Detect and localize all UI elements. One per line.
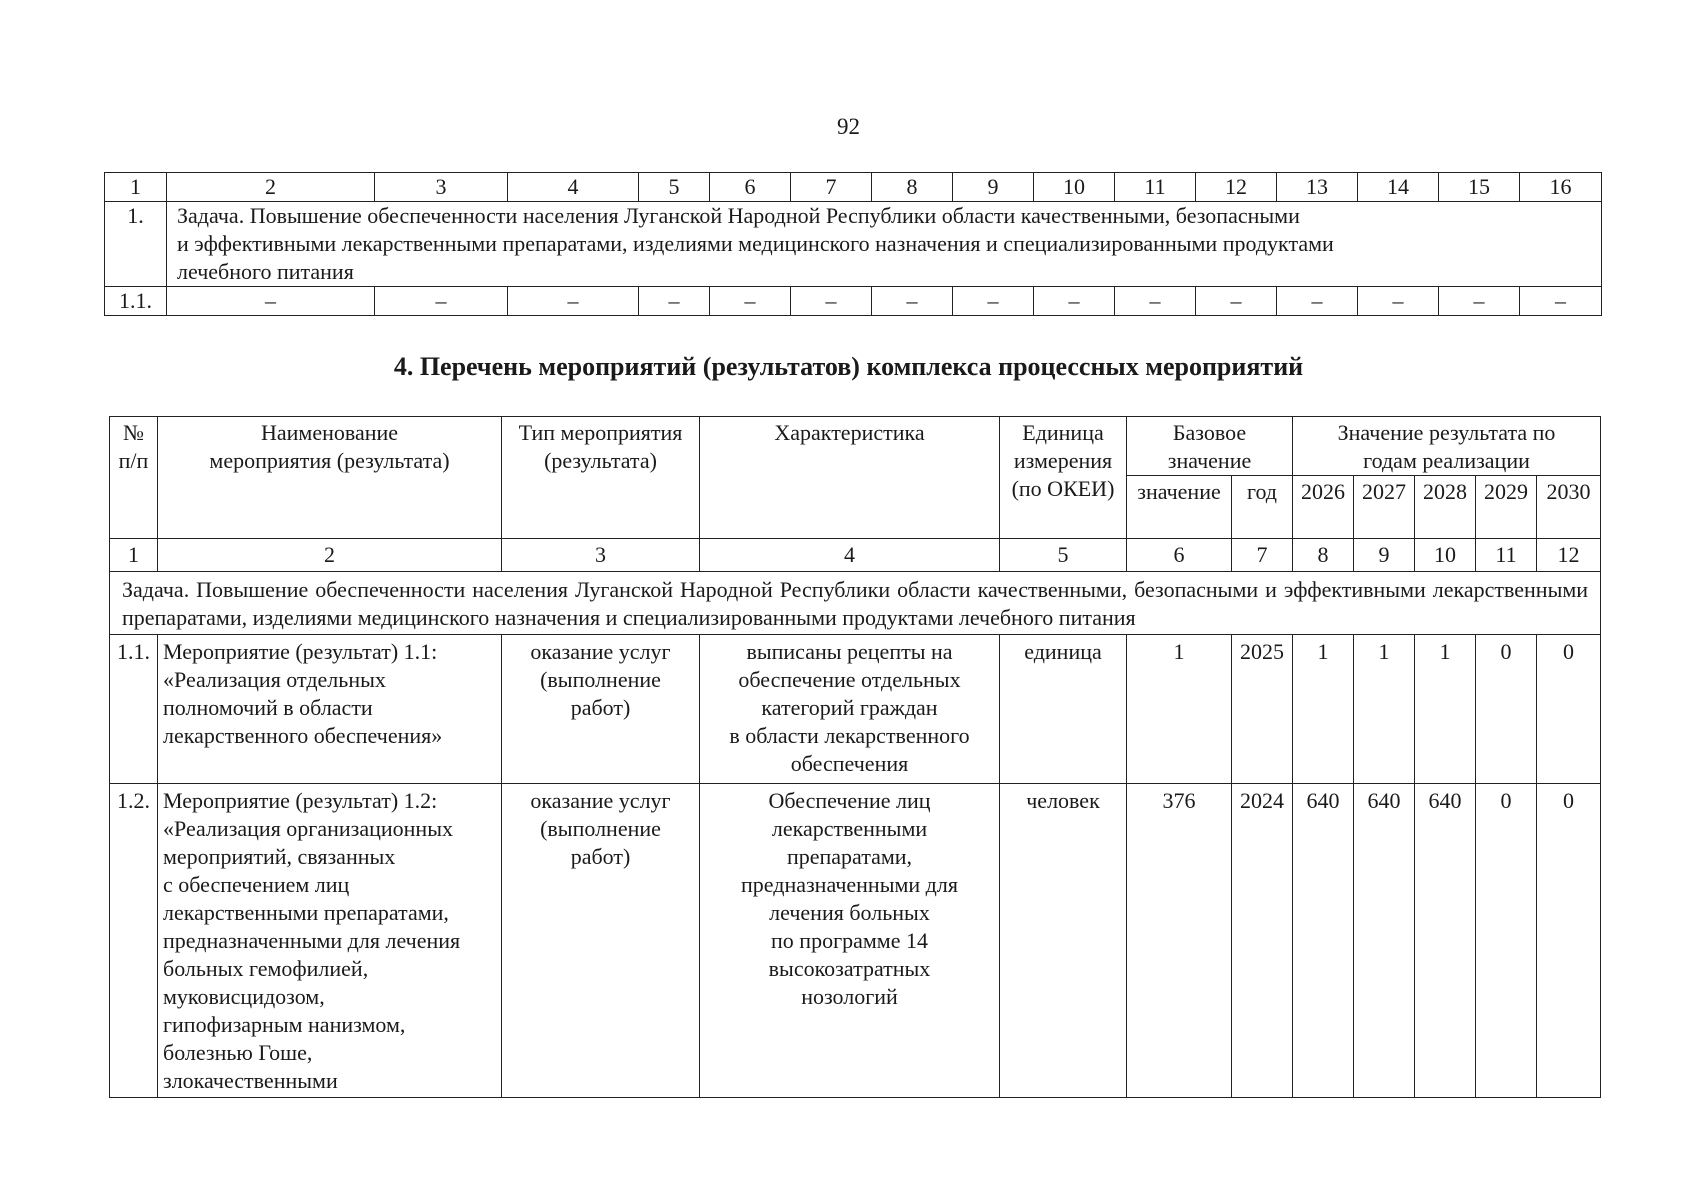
base-year: 2024 xyxy=(1232,784,1293,1098)
col-num-cell: 10 xyxy=(1415,539,1476,572)
col-num-cell: 14 xyxy=(1358,173,1439,202)
dash-cell: – xyxy=(1439,287,1520,316)
col-num-cell: 4 xyxy=(700,539,1000,572)
row-number: 1.2. xyxy=(110,784,158,1098)
task-number: 1. xyxy=(105,202,167,287)
year-value: 1 xyxy=(1293,635,1354,784)
col-num-cell: 2 xyxy=(167,173,375,202)
task-text: Задача. Повышение обеспеченности населения Луганской Народной Республики области качественными, безопасными и эффективными лекарственными препаратами, изделиями медицинского назначения и специализированными продуктами лечебного питания xyxy=(167,202,1602,287)
table-row xyxy=(110,784,1601,1098)
activity-name: Мероприятие (результат) 1.2: «Реализация организационных мероприятий, связанных с обеспечением лиц лекарственными препаратами, предназначенными для лечения больных гемофилией, муковисцидозом, гипофизарным нанизмом, болезнью Гоше, злокачественными xyxy=(158,784,502,1098)
col-num-cell: 7 xyxy=(791,173,872,202)
activity-name: Мероприятие (результат) 1.1: «Реализация отдельных полномочий в области лекарственного обеспечения» xyxy=(158,635,502,784)
header-year: 2028 xyxy=(1415,476,1476,539)
dash-cell: – xyxy=(167,287,375,316)
header-year: 2026 xyxy=(1293,476,1354,539)
activity-type: оказание услуг (выполнение работ) xyxy=(502,784,700,1098)
page-number: 92 xyxy=(837,114,860,139)
header-base-value: значение xyxy=(1127,476,1232,539)
col-num-cell: 8 xyxy=(1293,539,1354,572)
year-value: 640 xyxy=(1415,784,1476,1098)
task-row xyxy=(110,572,1601,635)
col-num-cell: 9 xyxy=(953,173,1034,202)
header-result: Значение результата по годам реализации xyxy=(1293,417,1601,476)
col-num-cell: 12 xyxy=(1537,539,1601,572)
col-num-cell: 5 xyxy=(1000,539,1127,572)
year-value: 640 xyxy=(1293,784,1354,1098)
col-num-cell: 10 xyxy=(1034,173,1115,202)
col-num-cell: 13 xyxy=(1277,173,1358,202)
col-num-cell: 2 xyxy=(158,539,502,572)
dash-cell: – xyxy=(1358,287,1439,316)
year-value: 0 xyxy=(1476,635,1537,784)
base-value: 1 xyxy=(1127,635,1232,784)
activity-unit: единица xyxy=(1000,635,1127,784)
header-characteristic: Характеристика xyxy=(700,417,1000,539)
header-base-year: год xyxy=(1232,476,1293,539)
col-num-cell: 4 xyxy=(508,173,639,202)
table-row xyxy=(110,635,1601,784)
dash-row xyxy=(105,287,1602,316)
col-num-cell: 6 xyxy=(710,173,791,202)
continuation-table xyxy=(104,172,1602,316)
dash-cell: – xyxy=(508,287,639,316)
year-value: 0 xyxy=(1537,784,1601,1098)
dash-cell: – xyxy=(639,287,710,316)
row-number: 1.1. xyxy=(110,635,158,784)
header-num: № п/п xyxy=(110,417,158,539)
activity-characteristic: Обеспечение лиц лекарственными препаратами, предназначенными для лечения больных по программе 14 высокозатратных нозологий xyxy=(700,784,1000,1098)
header-year: 2029 xyxy=(1476,476,1537,539)
col-num-cell: 5 xyxy=(639,173,710,202)
col-num-cell: 9 xyxy=(1354,539,1415,572)
task-text: Задача. Повышение обеспеченности населения Луганской Народной Республики области качественными, безопасными и эффективными лекарственными препаратами, изделиями медицинского назначения и специализированными продуктами лечебного питания xyxy=(110,572,1601,635)
col-num-cell: 1 xyxy=(110,539,158,572)
col-num-cell: 3 xyxy=(375,173,508,202)
dash-cell: – xyxy=(1277,287,1358,316)
header-base: Базовое значение xyxy=(1127,417,1293,476)
base-value: 376 xyxy=(1127,784,1232,1098)
header-name: Наименование мероприятия (результата) xyxy=(158,417,502,539)
dash-cell: – xyxy=(791,287,872,316)
dash-cell: – xyxy=(1115,287,1196,316)
dash-cell: – xyxy=(953,287,1034,316)
header-type: Тип мероприятия (результата) xyxy=(502,417,700,539)
dash-cell: – xyxy=(375,287,508,316)
column-number-row xyxy=(110,539,1601,572)
col-num-cell: 1 xyxy=(105,173,167,202)
col-num-cell: 16 xyxy=(1520,173,1602,202)
activity-characteristic: выписаны рецепты на обеспечение отдельных категорий граждан в области лекарственного обеспечения xyxy=(700,635,1000,784)
col-num-cell: 3 xyxy=(502,539,700,572)
col-num-cell: 6 xyxy=(1127,539,1232,572)
year-value: 1 xyxy=(1415,635,1476,784)
dash-cell: – xyxy=(872,287,953,316)
activities-table xyxy=(109,416,1601,1098)
col-num-cell: 11 xyxy=(1115,173,1196,202)
col-num-cell: 8 xyxy=(872,173,953,202)
col-num-cell: 15 xyxy=(1439,173,1520,202)
column-number-row xyxy=(105,173,1602,202)
activity-type: оказание услуг (выполнение работ) xyxy=(502,635,700,784)
row-number: 1.1. xyxy=(105,287,167,316)
dash-cell: – xyxy=(1520,287,1602,316)
col-num-cell: 12 xyxy=(1196,173,1277,202)
header-year: 2030 xyxy=(1537,476,1601,539)
section-title: 4. Перечень мероприятий (результатов) комплекса процессных мероприятий xyxy=(393,352,1304,381)
dash-cell: – xyxy=(1034,287,1115,316)
base-year: 2025 xyxy=(1232,635,1293,784)
year-value: 1 xyxy=(1354,635,1415,784)
header-row xyxy=(110,417,1601,476)
col-num-cell: 11 xyxy=(1476,539,1537,572)
year-value: 640 xyxy=(1354,784,1415,1098)
task-row xyxy=(105,202,1602,287)
year-value: 0 xyxy=(1537,635,1601,784)
dash-cell: – xyxy=(1196,287,1277,316)
year-value: 0 xyxy=(1476,784,1537,1098)
dash-cell: – xyxy=(710,287,791,316)
header-unit: Единица измерения (по ОКЕИ) xyxy=(1000,417,1127,539)
header-year: 2027 xyxy=(1354,476,1415,539)
col-num-cell: 7 xyxy=(1232,539,1293,572)
activity-unit: человек xyxy=(1000,784,1127,1098)
